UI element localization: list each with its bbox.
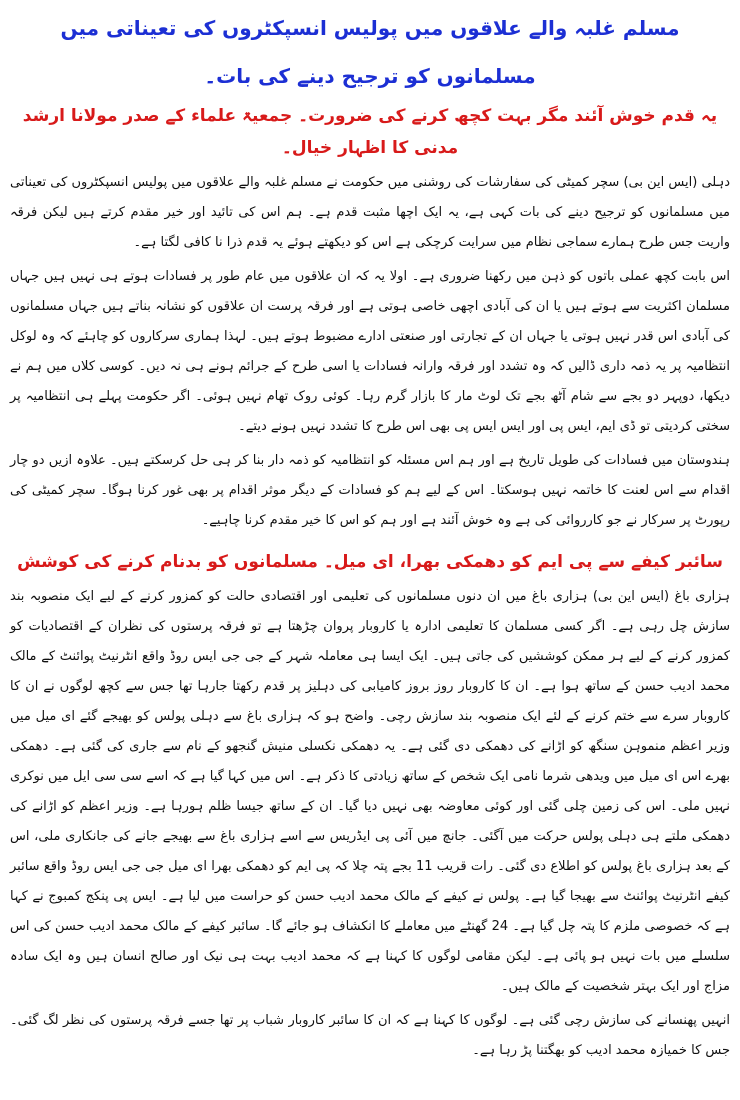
article1-headline: مسلم غلبہ والے علاقوں میں پولیس انسپکٹروں کی تعیناتی میں مسلمانوں کو ترجیح دینے کی بات۔ [60, 16, 680, 88]
article1-paragraph-2: اس بابت کچھ عملی باتوں کو ذہن میں رکھنا ضروری ہے۔ اولا یہ کہ ان علاقوں میں عام طور پر فسادات ہوتے ہی نہیں ہیں جہاں مسلمان اکثریت سے ہوتے ہیں یا ان کی آبادی اچھی خاصی ہوتی ہے اور فرقہ پرست ان علاقوں کو نشانہ بناتے ہیں جہاں مسلمانوں کی آبادی اس قدر نہیں ہوتی یا جہاں ان کے تجارتی اور صنعتی ادارے مضبوط ہوتے ہیں۔ لہذا ہماری سرکاروں کو چاہئے کہ وہ لوکل انتظامیہ پر یہ ذمہ داری ڈالیں کہ وہ تشدد اور فرقہ وارانہ فسادات یا اسی طرح کے جرائم ہونے ہی نہ دیں۔ کوسی کلاں میں ہم نے دیکھا، دوپہر دو بجے سے شام آٹھ بجے تک لوٹ مار کا بازار گرم رہا۔ کوئی روک تھام نہیں ہوئی۔ اگر حکومت پہلے ہی انتظامیہ پر سختی کردیتی تو ڈی ایم، ایس پی اور ایس ایس پی بھی اس طرح کا تشدد نہیں ہونے دیتے۔ [10, 269, 730, 434]
article1-paragraph-1: دہلی (ایس این بی) سچر کمیٹی کی سفارشات کی روشنی میں حکومت نے مسلم غلبہ والے علاقوں میں پولیس انسپکٹروں کی تعیناتی میں مسلمانوں کو ترجیح دینے کی بات کہی ہے، یہ ایک اچھا مثبت قدم ہے۔ ہم اس کی تائید اور خیر مقدم کرتے ہیں لیکن فرقہ واریت جس طرح ہمارے سماجی نظام میں سرایت کرچکی ہے اس کو دیکھتے ہوئے یہ قدم ذرا نا کافی لگتا ہے۔ [10, 175, 730, 250]
article2-headline: سائبر کیفے سے پی ایم کو دھمکی بھرا، ای میل۔ مسلمانوں کو بدنام کرنے کی کوشش [17, 552, 723, 572]
article2-paragraph-2: انہیں پھنسانے کی سازش رچی گئی ہے۔ لوگوں کا کہنا ہے کہ ان کا سائبر کاروبار شباب پر تھا جسے فرقہ پرستوں کی نظر لگ گئی۔ جس کا خمیازہ محمد ادیب کو بھگتنا پڑ رہا ہے۔ [10, 1013, 730, 1058]
article1-paragraph-3: ہندوستان میں فسادات کی طویل تاریخ ہے اور ہم اس مسئلہ کو انتظامیہ کو ذمہ دار بنا کر ہی حل کرسکتے ہیں۔ علاوہ ازیں دو چار اقدام سے اس لعنت کا خاتمہ نہیں ہوسکتا۔ اس کے لیے ہم کو فسادات کے دیگر موثر اقدام پر بھی غور کرنا ہوگا۔ سچر کمیٹی کی رپورٹ پر سرکار نے جو کارروائی کی ہے وہ خوش آئند ہے اور ہم کو اس کا خیر مقدم کرنا چاہیے۔ [10, 453, 730, 528]
article2-paragraph-1: ہزاری باغ (ایس این بی) ہزاری باغ میں ان دنوں مسلمانوں کی تعلیمی اور اقتصادی حالت کو کمزور کرنے کے لیے ایک منصوبہ بند سازش چل رہی ہے۔ اگر کسی مسلمان کا تعلیمی ادارہ یا کاروبار پروان چڑھتا ہے تو فرقہ پرستوں کی نظران کے اقتصادیات کو کمزور کرنے کے لیے ہر ممکن کوششیں کی جاتی ہیں۔ ایک ایسا ہی معاملہ شہر کے جی جی ایس روڈ واقع انٹرنیٹ پوائنٹ کے مالک محمد ادیب حسن کے ساتھ ہوا ہے۔ ان کا کاروبار روز بروز کامیابی کی دہلیز پر قدم رکھتا جارہا تھا جس سے کچھ لوگوں نے ان کا کاروبار سرے سے ختم کرنے کے لئے ایک منصوبہ بند سازش رچی۔ واضح ہو کہ ہزاری باغ سے دہلی پولس کو بھیجے گئے ای میل میں وزیر اعظم منموہن سنگھ کو اڑانے کی دھمکی دی گئی ہے۔ یہ دھمکی نکسلی منیش گنجھو کے نام سے جاری کی گئی ہے۔ دھمکی بھرے اس ای میل میں ویدھی شرما نامی ایک شخص کے ساتھ زیادتی کا ذکر ہے۔ اس میں کہا گیا ہے کہ اسے سی سی ایل میں نوکری نہیں ملی۔ اس کی زمین چلی گئی اور کوئی معاوضہ بھی نہیں دیا گیا۔ ان کے ساتھ جیسا ظلم ہورہا ہے۔ وزیر اعظم کو اڑانے کی دھمکی ملتے ہی دہلی پولس حرکت میں آگئی۔ جانچ میں آئی پی ایڈریس سے اسے ہزاری باغ سے بھیجے جانے کی جانکاری ملی، اس کے بعد ہزاری باغ پولس کو اطلاع دی گئی۔ رات قریب 11 بجے پتہ چلا کہ پی ایم کو دھمکی بھرا ای میل جی جی ایس روڈ واقع سائبر کیفے انٹرنیٹ پوائنٹ سے بھیجا گیا ہے۔ پولس نے کیفے کے مالک محمد ادیب حسن کو حراست میں لیا ہے۔ ایس پی پنکج کمبوج نے کہا ہے کہ خصوصی ملزم کا پتہ چل گیا ہے۔ 24 گھنٹے میں معاملے کا انکشاف ہو جائے گا۔ سائبر کیفے کے مالک محمد ادیب حسن کی اس سلسلے میں بات نہیں ہو پائی ہے۔ لیکن مقامی لوگوں کا کہنا ہے کہ محمد ادیب بہت ہی نیک اور صالح انسان ہیں وہ ایک سادہ مزاج اور ایک بہتر شخصیت کے مالک ہیں۔ [10, 589, 730, 994]
article1-subheadline: یہ قدم خوش آئند مگر بہت کچھ کرنے کی ضرورت۔ جمعیۃ علماء کے صدر مولانا ارشد مدنی کا اظہار خیال۔ [22, 106, 718, 158]
